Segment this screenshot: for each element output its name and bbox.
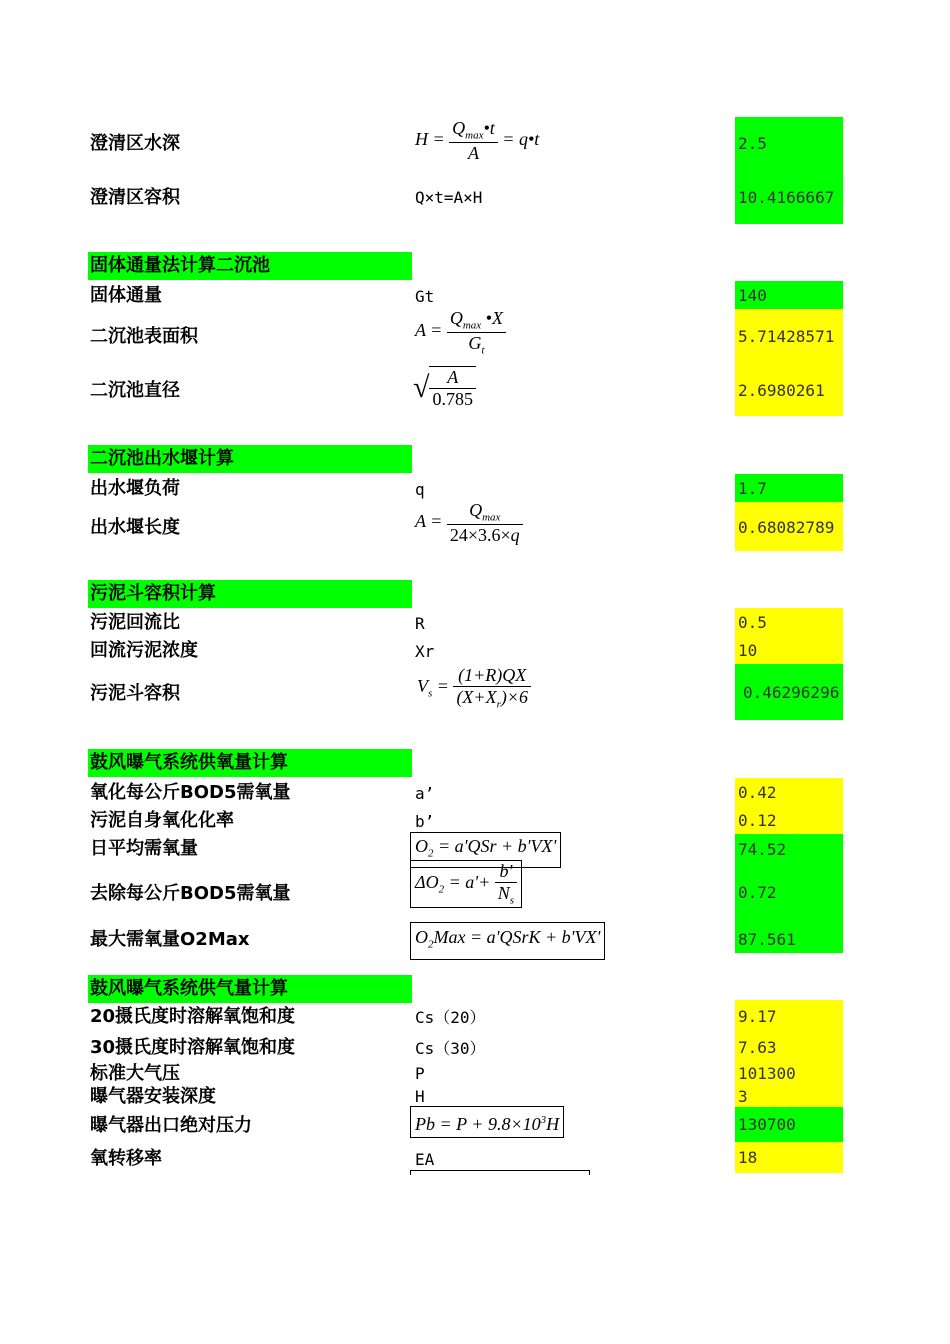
value-cell-cs20: 9.17 [735, 1000, 843, 1033]
value-cell-weir-load: 1.7 [735, 474, 843, 502]
section-solids-flux: 固体通量法计算二沉池 [88, 252, 412, 280]
label-diffuser-depth: 曝气器安装深度 [90, 1086, 216, 1107]
symbol-ea: EA [415, 1150, 435, 1169]
label-weir-length: 出水堰长度 [90, 517, 180, 538]
label-return-ratio: 污泥回流比 [90, 612, 180, 633]
symbol-cs30: Cs（30） [415, 1039, 486, 1058]
formula-surface-area: A = $\frac{Q_{max} •X}{G_t}$ [415, 308, 506, 356]
formula-max-oxygen: $O_2Max$ = a'QSrK + b'VX' [410, 922, 605, 960]
label-solids-flux: 固体通量 [90, 285, 162, 306]
value-cell-gt: 140 [735, 281, 843, 309]
formula-weir-length: A = $\frac{Q_{max}}{24\times 3.6\times q}$ [415, 500, 523, 546]
symbol-a-prime: a’ [415, 784, 435, 803]
label-oxidation-oxygen: 氧化每公斤BOD5需氧量 [90, 782, 291, 803]
value-cell-diameter: 2.6980261 [735, 363, 843, 416]
formula-depth: H = $\frac{Q_{max}•t}{A}$ = q•t [415, 118, 540, 163]
label-weir-load: 出水堰负荷 [90, 478, 180, 499]
section-oxygen-supply: 鼓风曝气系统供氧量计算 [88, 749, 412, 777]
symbol-volume: Q×t=A×H [415, 188, 483, 207]
value-cell-outlet-pressure: 130700 [735, 1107, 843, 1142]
value-cell-b-prime: 0.12 [735, 806, 843, 834]
value-cell-volume: 10.4166667 [735, 170, 843, 224]
formula-removal-oxygen: $\Delta O_2 = a'+$ $\frac{b'}{N_s}$ [410, 860, 522, 908]
value-cell-max-oxygen: 87.561 [735, 924, 843, 953]
label-return-concentration: 回流污泥浓度 [90, 640, 198, 661]
label-saturation-30: 30摄氏度时溶解氧饱和度 [90, 1037, 296, 1058]
value-cell-cs30: 7.63 [735, 1033, 843, 1061]
value-cell-depth-h: 3 [735, 1085, 843, 1107]
label-max-oxygen: 最大需氧量O2Max [90, 929, 250, 950]
symbol-cs20: Cs（20） [415, 1008, 486, 1027]
label-saturation-20: 20摄氏度时溶解氧饱和度 [90, 1006, 296, 1027]
value-cell-pressure: 101300 [735, 1061, 843, 1085]
symbol-r: R [415, 614, 425, 633]
symbol-xr: Xr [415, 642, 435, 661]
value-cell-weir-length: 0.68082789 [735, 502, 843, 551]
label-daily-oxygen: 日平均需氧量 [90, 838, 198, 859]
formula-hopper-volume: $V_s$ = $\frac{(1+R)QX}{(X+X_r)\times 6}$ [417, 665, 531, 711]
symbol-b-prime: b’ [415, 812, 435, 831]
label-self-oxidation: 污泥自身氧化化率 [90, 810, 234, 831]
label-diameter: 二沉池直径 [90, 380, 180, 401]
label-surface-area: 二沉池表面积 [90, 326, 198, 347]
value-cell-a-prime: 0.42 [735, 778, 843, 806]
symbol-q: q [415, 480, 425, 499]
value-cell-daily-oxygen: 74.52 [735, 834, 843, 863]
section-air-supply: 鼓风曝气系统供气量计算 [88, 975, 412, 1003]
value-cell-return-concentration: 10 [735, 636, 843, 664]
section-weir: 二沉池出水堰计算 [88, 445, 412, 473]
label-outlet-pressure: 曝气器出口绝对压力 [90, 1115, 252, 1136]
formula-diameter: √ $\frac{A}{0.785}$ [413, 366, 476, 410]
label-removal-oxygen: 去除每公斤BOD5需氧量 [90, 883, 291, 904]
symbol-gt: Gt [415, 287, 435, 306]
value-cell-removal-oxygen: 0.72 [735, 863, 843, 924]
label-oxygen-transfer: 氧转移率 [90, 1148, 162, 1169]
label-atm-pressure: 标准大气压 [90, 1063, 180, 1084]
symbol-h: H [415, 1087, 425, 1106]
label-clarifier-depth: 澄清区水深 [90, 133, 180, 154]
value-cell-transfer: 18 [735, 1142, 843, 1173]
value-cell-hopper-volume: 0.46296296 [735, 664, 843, 720]
formula-daily-oxygen: $O_2 = a'QSr + b'VX'$ [410, 832, 561, 868]
label-clarifier-volume: 澄清区容积 [90, 187, 180, 208]
formula-box-edge [410, 1170, 590, 1175]
value-cell-area: 5.71428571 [735, 309, 843, 363]
value-cell-depth: 2.5 [735, 117, 843, 170]
section-sludge-hopper: 污泥斗容积计算 [88, 580, 412, 608]
symbol-p: P [415, 1064, 425, 1083]
label-hopper-volume: 污泥斗容积 [90, 683, 180, 704]
formula-outlet-pressure: $Pb = P + 9.8\times 10^3H$ [410, 1106, 564, 1138]
value-cell-return-ratio: 0.5 [735, 608, 843, 636]
